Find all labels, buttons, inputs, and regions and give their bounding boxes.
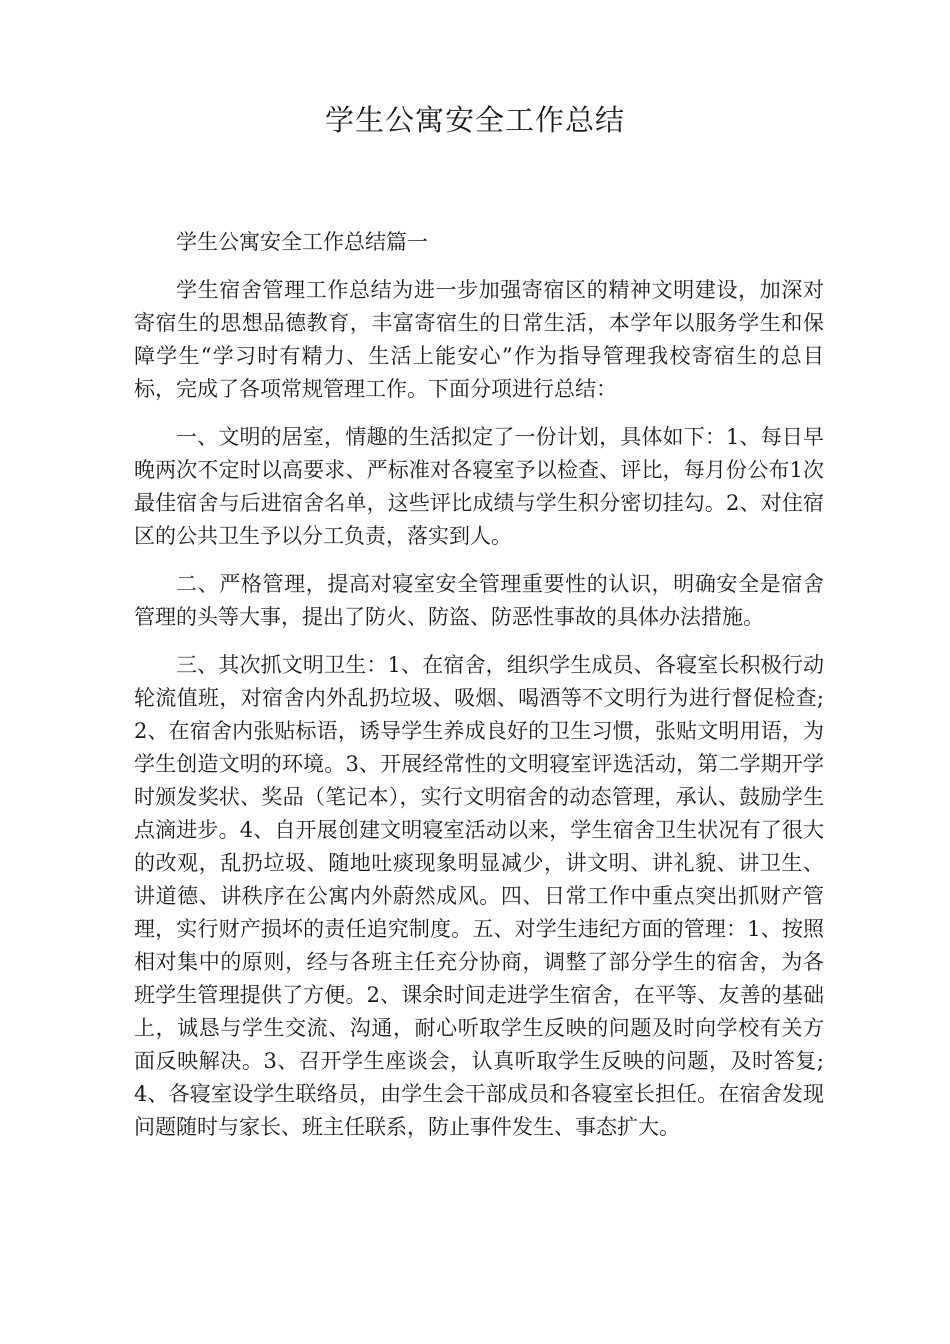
document-body	[134, 226, 824, 1159]
paragraph-item-1: 一、文明的居室，情趣的生活拟定了一份计划，具体如下：1、每日早晚两次不定时以高要求、严标准对各寝室予以检查、评比，每月份公布1次最佳宿舍与后进宿舍名单，这些评比成绩与学生积分密切挂勾。2、对住宿区的公共卫生予以分工负责，落实到人。	[134, 425, 824, 548]
paragraph-item-3: 三、其次抓文明卫生：1、在宿舍，组织学生成员、各寝室长积极行动轮流值班，对宿舍内外乱扔垃圾、吸烟、喝酒等不文明行为进行督促检查;2、在宿舍内张贴标语，诱导学生养成良好的卫生习惯，张贴文明用语，为学生创造文明的环境。3、开展经常性的文明寝室评选活动，第二学期开学时颁发奖状、奖品（笔记本），实行文明宿舍的动态管理，承认、鼓励学生点滴进步。4、自开展创建文明寝室活动以来，学生宿舍卫生状况有了很大的改观，乱扔垃圾、随地吐痰现象明显减少，讲文明、讲礼貌、讲卫生、讲道德、讲秩序在公寓内外蔚然成风。四、日常工作中重点突出抓财产管理，实行财产损坏的责任追究制度。五、对学生违纪方面的管理：1、按照相对集中的原则，经与各班主任充分协商，调整了部分学生的宿舍，为各班学生管理提供了方便。2、课余时间走进学生宿舍，在平等、友善的基础上，诚恳与学生交流、沟通，耐心听取学生反映的问题及时向学校有关方面反映解决。3、召开学生座谈会，认真听取学生反映的问题，及时答复;4、各寝室设学生联络员，由学生会干部成员和各寝室长担任。在宿舍发现问题随时与家长、班主任联系，防止事件发生、事态扩大。	[134, 653, 824, 1139]
paragraph-intro: 学生宿舍管理工作总结为进一步加强寄宿区的精神文明建设，加深对寄宿生的思想品德教育，丰富寄宿生的日常生活，本学年以服务学生和保障学生“学习时有精力、生活上能安心”作为指导管理我校寄宿生的总目标，完成了各项常规管理工作。下面分项进行总结：	[134, 278, 824, 401]
document-title: 学生公寓安全工作总结	[324, 103, 625, 137]
section-heading: 学生公寓安全工作总结篇一	[176, 230, 428, 254]
paragraph-item-2: 二、严格管理，提高对寝室安全管理重要性的认识，明确安全是宿舍管理的头等大事，提出了防火、防盗、防恶性事故的具体办法措施。	[134, 572, 824, 629]
